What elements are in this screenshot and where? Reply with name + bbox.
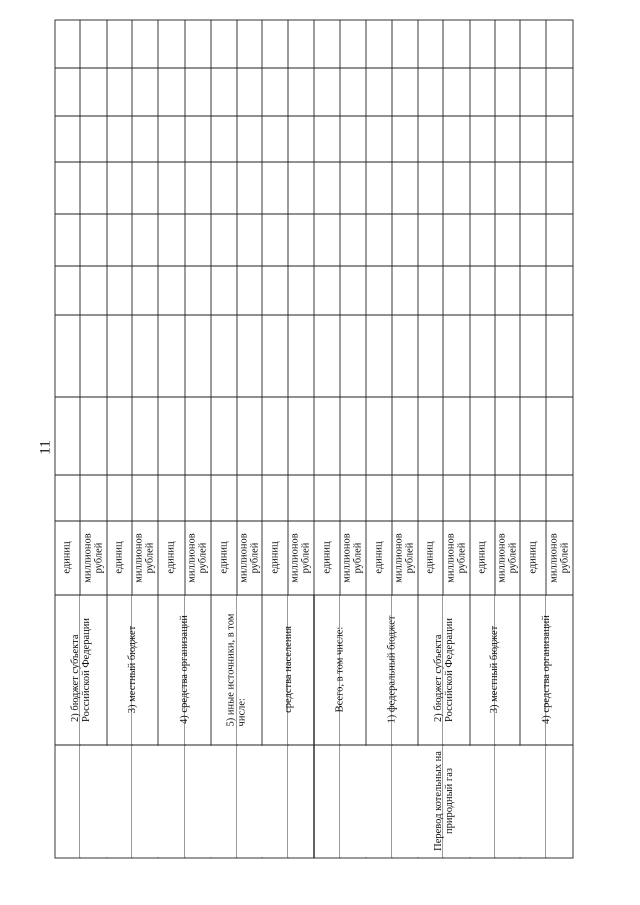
unit-label: миллионов рублей: [186, 533, 210, 583]
unit-label: единиц: [476, 541, 488, 575]
unit-cell: [132, 522, 158, 594]
section-cell: [418, 746, 470, 857]
unit-cell: [392, 522, 418, 594]
source-label: средства населения: [282, 626, 294, 714]
unit-cell: [237, 522, 262, 594]
source-cell: [158, 596, 211, 744]
source-label: 3) местный бюджет: [126, 626, 138, 714]
unit-label: единиц: [373, 541, 385, 575]
unit-label: единиц: [527, 541, 539, 575]
unit-label: миллионов рублей: [238, 533, 261, 583]
source-label: 3) местный бюджет: [489, 626, 501, 714]
source-label: 5) иные источники, в том числе:: [225, 613, 248, 727]
unit-cell: [546, 522, 573, 594]
unit-label: единиц: [165, 541, 177, 575]
source-cell: [55, 596, 107, 744]
unit-label: единиц: [218, 541, 230, 575]
unit-label: миллионов рублей: [496, 533, 519, 583]
unit-cell: [211, 522, 237, 594]
source-label: 4) средства организаций: [540, 615, 552, 725]
section-label: Перевод котельных на природный газ: [432, 751, 455, 852]
unit-cell: [366, 522, 392, 594]
source-label: 4) средства организаций: [178, 615, 190, 725]
unit-cell: [107, 522, 132, 594]
unit-cell: [288, 522, 314, 594]
unit-cell: [470, 522, 495, 594]
unit-cell: [185, 522, 211, 594]
unit-label: единиц: [269, 541, 281, 575]
source-label: Всего, в том числе:: [334, 627, 346, 713]
unit-cell: [418, 522, 443, 594]
source-cell: [418, 596, 470, 744]
unit-label: единиц: [113, 541, 125, 575]
page-number-text: 11: [37, 439, 54, 455]
source-cell: [211, 596, 262, 744]
source-cell: [470, 596, 520, 744]
source-cell: [520, 596, 573, 744]
unit-label: миллионов рублей: [82, 533, 105, 583]
unit-cell: [495, 522, 520, 594]
unit-cell: [80, 522, 107, 594]
unit-cell: [262, 522, 288, 594]
unit-label: миллионов рублей: [341, 533, 365, 583]
unit-cell: [314, 522, 340, 594]
source-label: 2) бюджет субъекта Российской Федерации: [432, 618, 455, 722]
unit-cell: [158, 522, 185, 594]
unit-label: миллионов рублей: [289, 533, 313, 583]
unit-label: единиц: [61, 541, 73, 575]
source-cell: [262, 596, 314, 744]
unit-label: миллионов рублей: [393, 533, 417, 583]
unit-label: миллионов рублей: [133, 533, 157, 583]
source-label: 1) федеральный бюджет: [386, 615, 398, 724]
source-cell: [314, 596, 366, 744]
source-cell: [366, 596, 418, 744]
unit-label: миллионов рублей: [548, 533, 571, 583]
source-cell: [107, 596, 158, 744]
source-label: 2) бюджет субъекта Российской Федерации: [69, 618, 92, 722]
unit-cell: [443, 522, 470, 594]
unit-label: единиц: [424, 541, 436, 575]
unit-label: миллионов рублей: [445, 533, 468, 583]
unit-cell: [340, 522, 366, 594]
unit-cell: [520, 522, 546, 594]
unit-cell: [55, 522, 80, 594]
unit-label: единиц: [321, 541, 333, 575]
